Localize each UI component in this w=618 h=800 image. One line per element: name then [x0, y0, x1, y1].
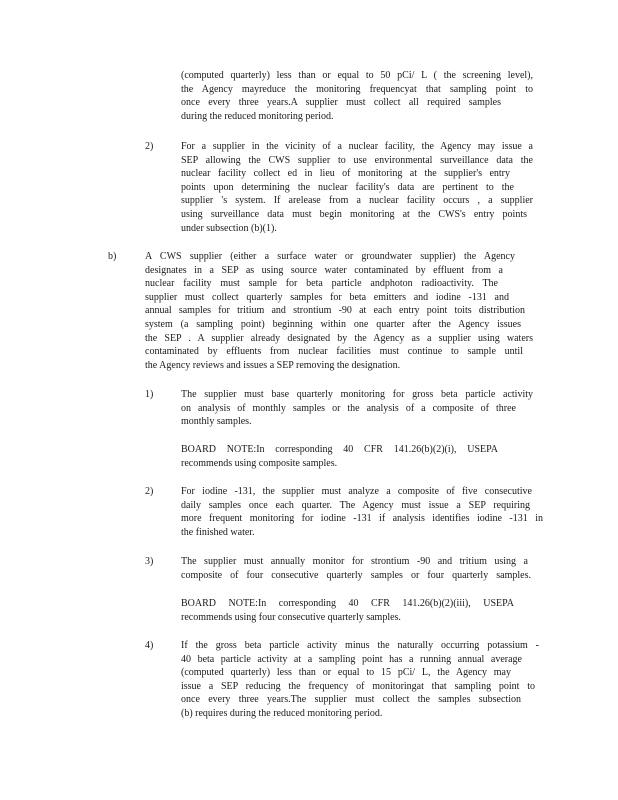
section-b-line: nuclear facility must sample for beta particle andphoton radioactivity. The — [145, 278, 498, 290]
item-b3-line: The supplier must annually monitor for strontium -90 and tritium using a — [181, 556, 528, 567]
item-b3-marker: 3) — [145, 556, 154, 567]
item-a2-line: under subsection (b)(1). — [181, 222, 277, 234]
section-b-marker: b) — [108, 251, 117, 262]
item-b2-line: more frequent monitoring for iodine -131 if analysis identifies iodine -131 in — [181, 513, 543, 525]
section-b-line: the Agency reviews and issues a SEP removing the designation. — [145, 359, 401, 371]
item-b4-marker: 4) — [145, 640, 154, 651]
section-b-line: designates in a SEP as using source water contaminated by effluent from a — [145, 264, 503, 276]
intro-paragraph — [181, 69, 533, 123]
item-a2-line: points upon determining the nuclear facility's data are pertinent to the — [181, 181, 514, 193]
item-a2-line: For a supplier in the vicinity of a nuclear facility, the Agency may issue a — [181, 141, 533, 152]
item-a2-line: supplier 's system. If arelease from a nuclear facility occurs , a supplier — [181, 195, 533, 207]
item-b1-line: on analysis of monthly samples or the analysis of a composite of three — [181, 402, 516, 414]
board-note-line: recommends using four consecutive quarterly samples. — [181, 611, 401, 623]
intro-line: the Agency mayreduce the monitoring frequencyat that sampling point to — [181, 83, 533, 95]
board-note-line: BOARD NOTE:In corresponding 40 CFR 141.26(b)(2)(iii), USEPA — [181, 598, 514, 609]
item-b1-paragraph — [181, 388, 533, 429]
item-b2-marker: 2) — [145, 486, 154, 497]
section-b-line: A CWS supplier (either a surface water or groundwater supplier) the Agency — [145, 251, 515, 262]
item-a2-marker: 2) — [145, 141, 154, 152]
board-note-line: BOARD NOTE:In corresponding 40 CFR 141.26(b)(2)(i), USEPA — [181, 444, 498, 455]
item-b4-line: issue a SEP reducing the frequency of monitoringat that sampling point to — [181, 680, 535, 692]
board-note-2 — [181, 597, 514, 624]
item-b1-line: monthly samples. — [181, 416, 252, 428]
item-b2-line: the finished water. — [181, 526, 255, 538]
intro-line: during the reduced monitoring period. — [181, 110, 334, 122]
item-b3-paragraph — [181, 555, 531, 582]
item-a2-line: using surveillance data must begin monitoring at the CWS's entry points — [181, 208, 527, 220]
section-b-paragraph — [145, 250, 533, 372]
item-b4-line: (computed quarterly) less than or equal to 15 pCi/ L, the Agency may — [181, 667, 511, 679]
board-note-1 — [181, 443, 498, 470]
item-b3-line: composite of four consecutive quarterly samples or four quarterly samples. — [181, 569, 531, 581]
item-a2-paragraph — [181, 140, 533, 235]
board-note-line: recommends using composite samples. — [181, 457, 338, 469]
item-b2-line: For iodine -131, the supplier must analyze a composite of five consecutive — [181, 486, 532, 497]
section-b-line: contaminated by effluents from nuclear facilities must continue to sample until — [145, 346, 523, 358]
section-b-line: the SEP . A supplier already designated by the Agency as a supplier using waters — [145, 332, 533, 344]
section-b-line: supplier must collect quarterly samples for beta emitters and iodine -131 and — [145, 291, 509, 303]
section-b-line: system (a sampling point) beginning within one quarter after the Agency issues — [145, 318, 521, 330]
intro-line: (computed quarterly) less than or equal to 50 pCi/ L ( the screening level), — [181, 70, 533, 81]
item-a2-line: SEP allowing the CWS supplier to use environmental surveillance data the — [181, 154, 533, 166]
item-b2-line: daily samples once each quarter. The Agency must issue a SEP requiring — [181, 499, 530, 511]
item-b1-marker: 1) — [145, 389, 154, 400]
item-b4-paragraph — [181, 639, 539, 721]
item-b1-line: The supplier must base quarterly monitoring for gross beta particle activity — [181, 389, 533, 400]
intro-line: once every three years.A supplier must collect all required samples — [181, 97, 501, 109]
item-b4-line: 40 beta particle activity at a sampling point has a running annual average — [181, 653, 522, 665]
section-b-line: annual samples for tritium and strontium -90 at each entry point toits distribution — [145, 305, 525, 317]
item-b4-line: (b) requires during the reduced monitoring period. — [181, 707, 383, 719]
item-b4-line: If the gross beta particle activity minus the naturally occurring potassium - — [181, 640, 539, 651]
item-b2-paragraph — [181, 485, 543, 539]
item-b4-line: once every three years.The supplier must collect the samples subsection — [181, 694, 521, 706]
item-a2-line: nuclear facility collect ed in lieu of monitoring at the supplier's entry — [181, 168, 510, 180]
